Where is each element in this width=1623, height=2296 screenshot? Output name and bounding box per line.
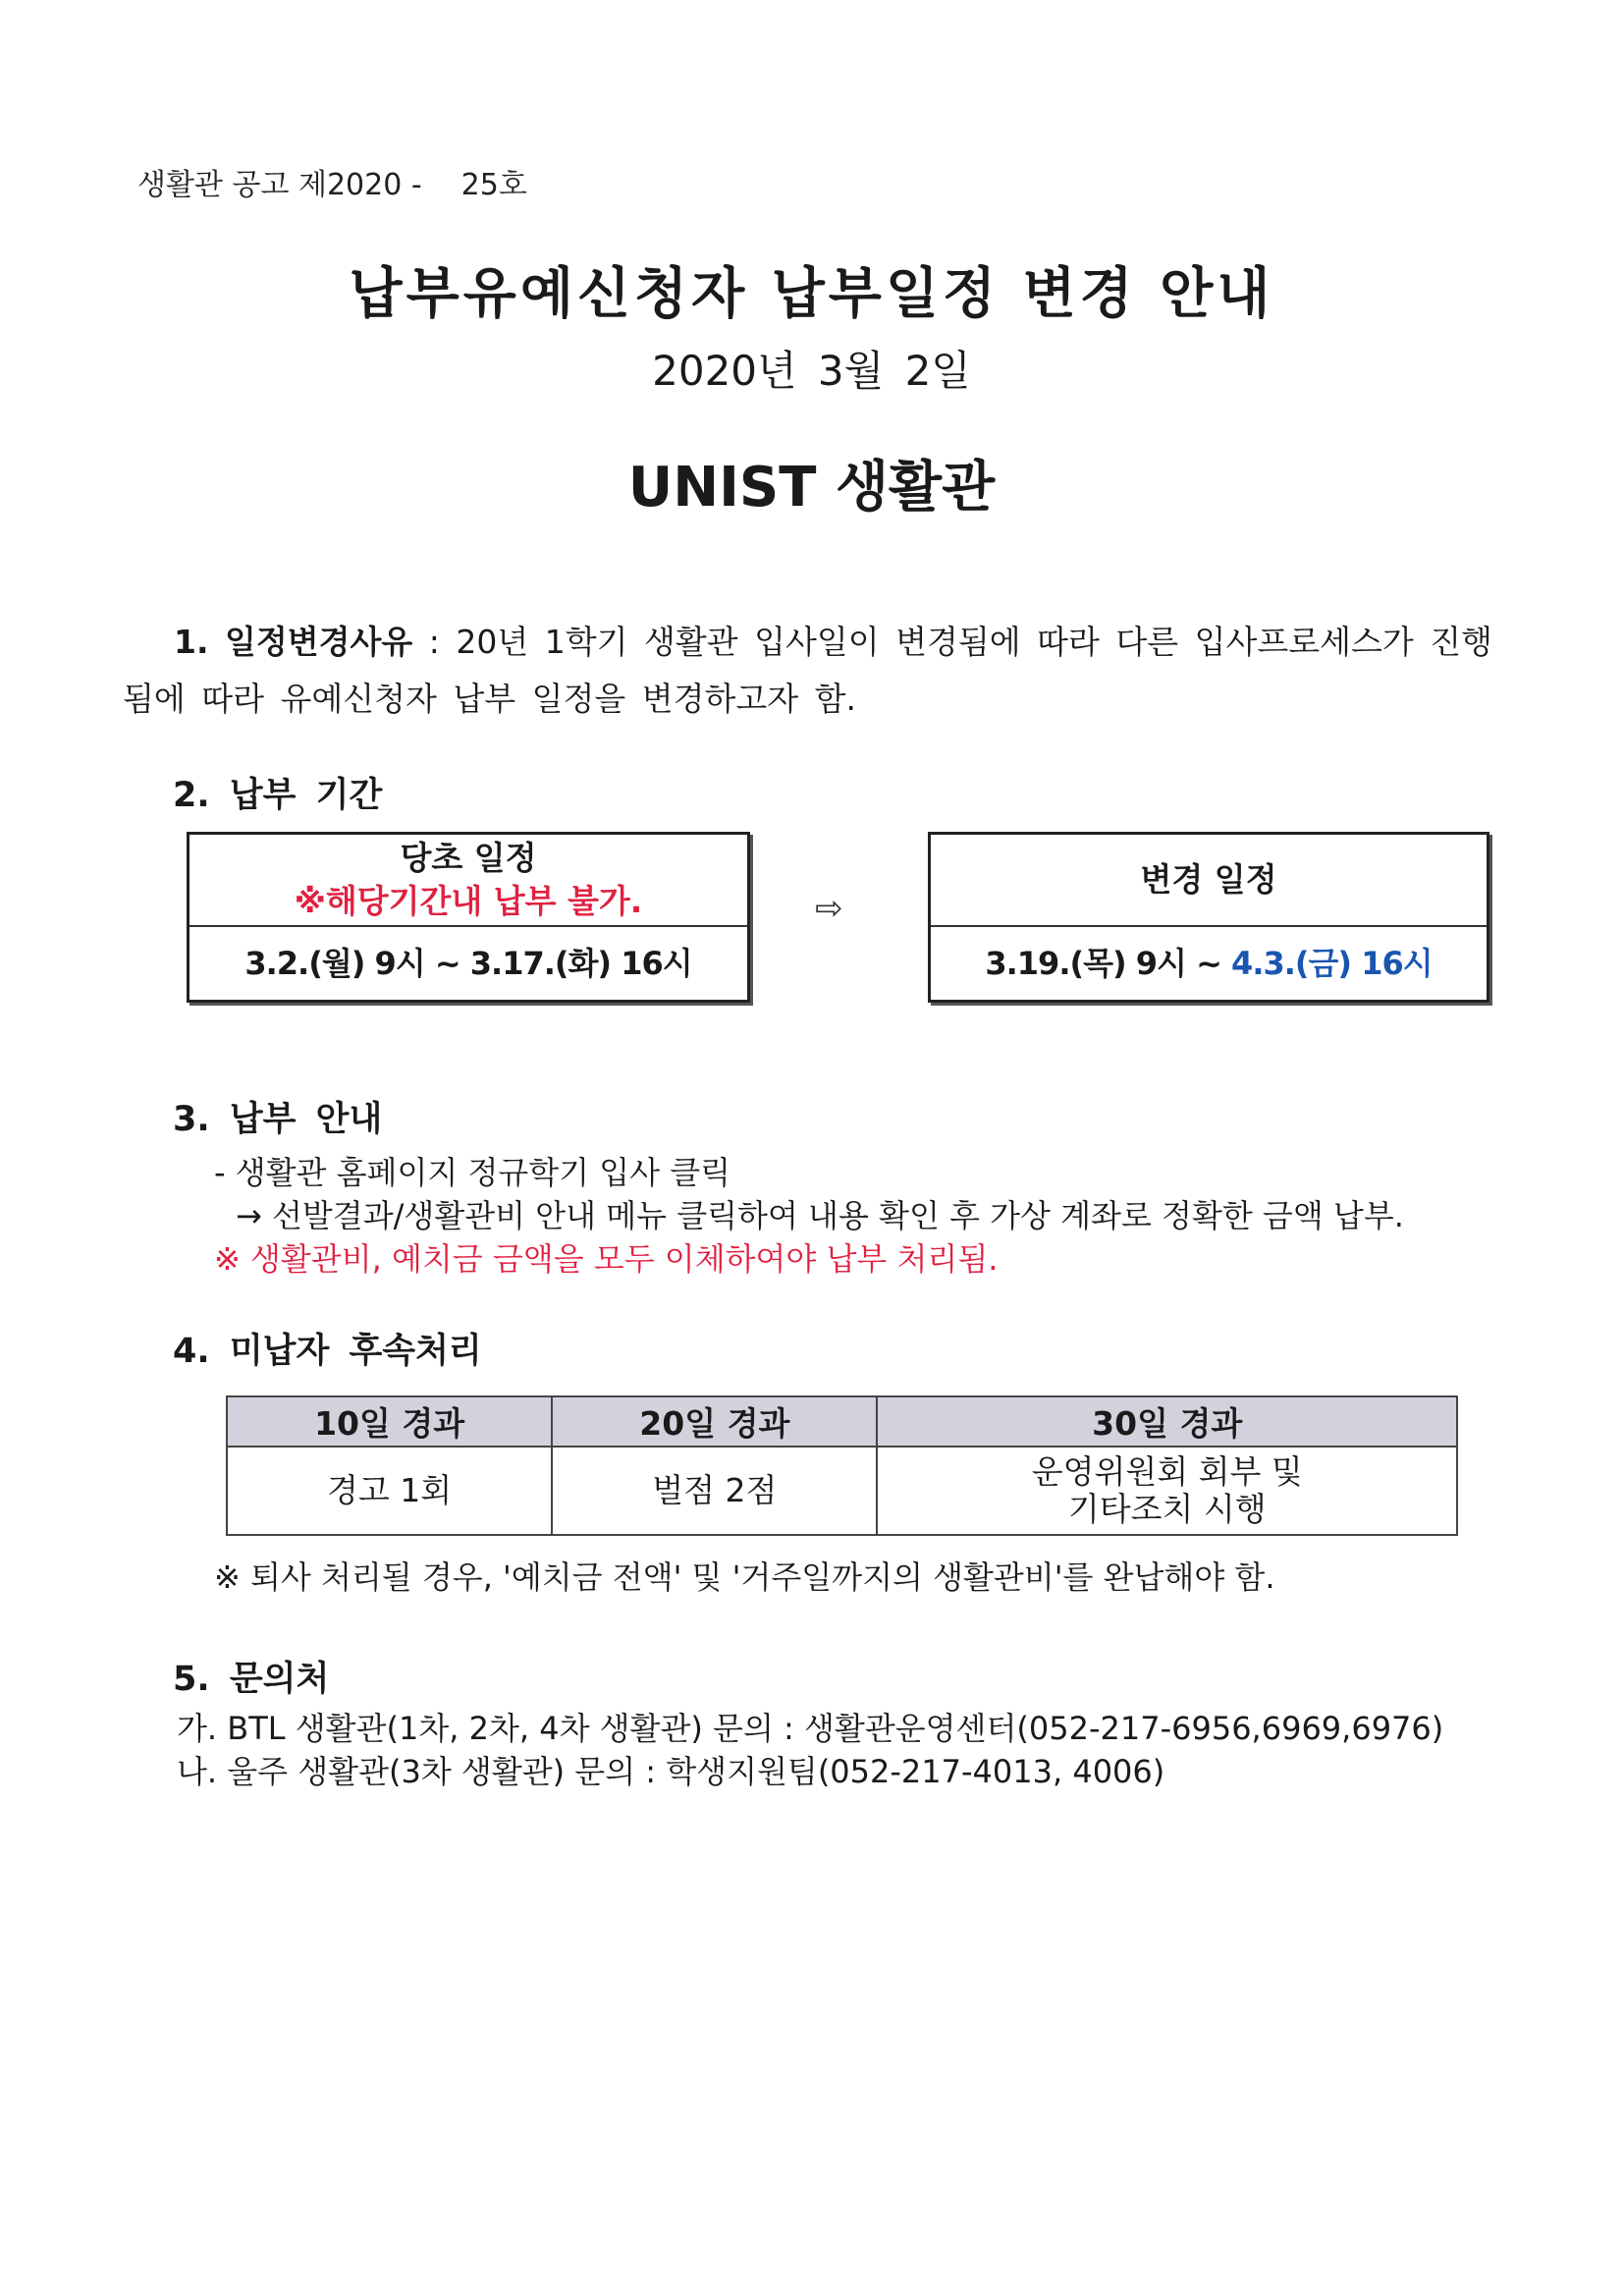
- changed-period-start: 3.19.(목) 9시 ~: [985, 945, 1232, 982]
- penalty-table-header: [227, 1396, 1457, 1447]
- notice-suffix: 25호: [460, 168, 527, 202]
- arrow-right-icon: ⇨: [815, 889, 843, 928]
- section3-heading: 3. 납부 안내: [173, 1100, 383, 1139]
- section1-number: 1.: [174, 623, 209, 661]
- penalty-table-row: [227, 1447, 1457, 1535]
- section1-label: 일정변경사유: [225, 623, 413, 661]
- contact-line1: 가. BTL 생활관(1차, 2차, 4차 생활관) 문의 : 생활관운영센터(052-217-6956,6969,6976): [177, 1710, 1444, 1747]
- column-header-20-days: 20일 경과: [552, 1396, 877, 1447]
- section4-heading: 4. 미납자 후속처리: [173, 1332, 482, 1371]
- original-schedule-note: ※해당기간내 납부 불가.: [294, 882, 643, 920]
- original-schedule-box: [187, 832, 750, 1003]
- organization-name: UNIST 생활관: [627, 456, 996, 519]
- section3-line1: - 생활관 홈페이지 정규학기 입사 클릭: [214, 1154, 731, 1191]
- changed-schedule-period: [931, 927, 1487, 1000]
- original-schedule-title: 당초 일정: [400, 839, 537, 877]
- document-date: 2020년 3월 2일: [652, 347, 971, 395]
- section3-line2: → 선발결과/생활관비 안내 메뉴 클릭하여 내용 확인 후 가상 계좌로 정확한 금액 납부.: [236, 1197, 1404, 1234]
- cell-30-days-line2: 기타조치 시행: [1067, 1490, 1267, 1528]
- changed-schedule-title: 변경 일정: [931, 835, 1487, 927]
- page-title: 납부유예신청자 납부일정 변경 안내: [349, 262, 1274, 326]
- cell-20-days: 벌점 2점: [552, 1447, 877, 1535]
- changed-schedule-box: [928, 832, 1489, 1003]
- contact-line2: 나. 울주 생활관(3차 생활관) 문의 : 학생지원팀(052-217-4013, 4006): [177, 1753, 1165, 1790]
- original-schedule-period: 3.2.(월) 9시 ~ 3.17.(화) 16시: [244, 945, 692, 982]
- section4-note: ※ 퇴사 처리될 경우, '예치금 전액' 및 '거주일까지의 생활관비'를 완납해야 함.: [214, 1558, 1275, 1596]
- cell-10-days: 경고 1회: [227, 1447, 552, 1535]
- original-schedule-header: [189, 835, 747, 927]
- notice-number: [137, 160, 527, 203]
- section5-heading: 5. 문의처: [173, 1660, 330, 1699]
- cell-30-days: [877, 1447, 1457, 1535]
- changed-period-end: 4.3.(금) 16시: [1231, 945, 1433, 982]
- section1-paragraph: [123, 614, 1517, 728]
- penalty-table: [226, 1395, 1458, 1536]
- column-header-10-days: 10일 경과: [227, 1396, 552, 1447]
- section2-heading: 2. 납부 기간: [173, 776, 383, 815]
- column-header-30-days: 30일 경과: [877, 1396, 1457, 1447]
- cell-30-days-line1: 운영위원회 회부 및: [1031, 1452, 1303, 1491]
- section3-warning: ※ 생활관비, 예치금 금액을 모두 이체하여야 납부 처리됨.: [214, 1240, 999, 1278]
- section1-text: : 20년 1학기 생활관 입사일이 변경됨에 따라 다른 입사프로세스가 진행됨에 따라 유예신청자 납부 일정을 변경하고자 함.: [123, 623, 1492, 718]
- notice-prefix: 생활관 공고 제2020 -: [137, 168, 422, 202]
